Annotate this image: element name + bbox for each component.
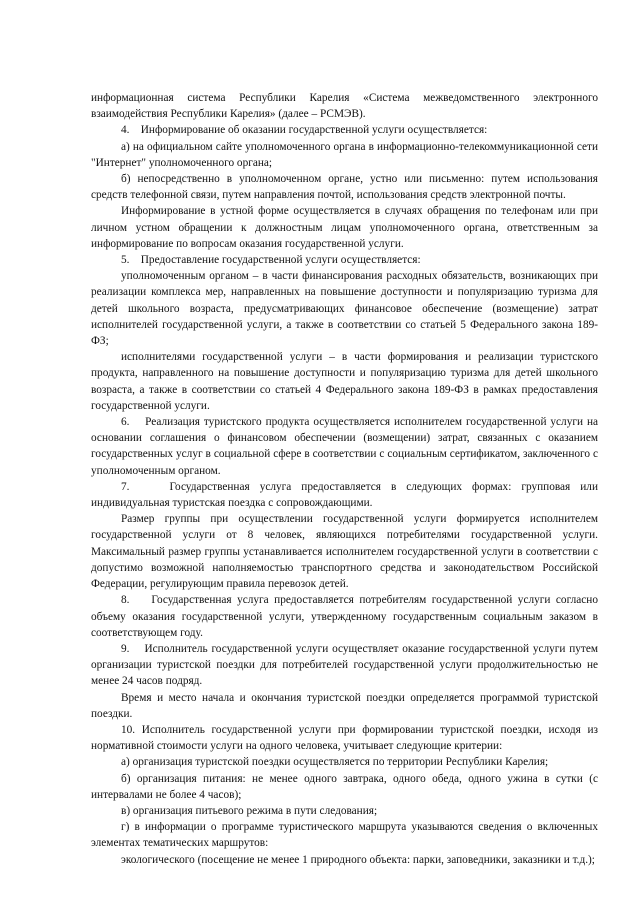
paragraph-group-size: Размер группы при осуществлении государственной услуги формируется исполнителем государственной услуги от 8 человек, являющихся потребителями государственной услуги. Максимальный размер группы устанавливается исполнителем государственной услуги в соответствии с допустимо возможной наполняемостью транспортного средства и законодательством Российской Федерации, регулирующим правила перевозок детей.	[91, 513, 598, 591]
paragraph-authorized-body: уполномоченным органом – в части финансирования расходных обязательств, возникающих при реализации комплекса мер, направленных на повышение доступности и популяризацию туризма для детей школьного возраста, предусматривающих финансовое обеспечение (возмещение) затрат исполнителей государственной услуги, а также в соответствии со статьей 5 Федерального закона 189-ФЗ;	[91, 270, 598, 348]
paragraph-item-9: 9. Исполнитель государственной услуги осуществляет оказание государственной услуги путем организации туристской поездки для потребителей государственной услуги продолжительностью не менее 24 часов подряд.	[91, 642, 598, 688]
paragraph-criterion-b: б) организация питания: не менее одного завтрака, одного обеда, одного ужина в сутки (с интервалами не более 4 часов);	[91, 772, 598, 801]
paragraph-item-8: 8. Государственная услуга предоставляется потребителям государственной услуги согласно объему оказания государственной услуги, утвержденному государственным социальным заказом в соответствующем году.	[91, 594, 598, 639]
paragraph-trip-time: Время и место начала и окончания туристской поездки определяется программой туристской поездки.	[91, 691, 598, 720]
paragraph-item-5: 5. Предоставление государственной услуги осуществляется:	[121, 254, 421, 267]
paragraph-rsmev: информационная система Республики Карелия «Система межведомственного электронного взаимодействия Республики Карелия» (далее – РСМЭВ).	[91, 92, 598, 121]
paragraph-item-7: 7. Государственная услуга предоставляется в следующих формах: групповая или индивидуальная туристская поездка с сопровождающими.	[91, 480, 598, 510]
paragraph-criterion-g: г) в информации о программе туристического маршрута указываются сведения о включенных элементах тематических маршрутов:	[91, 821, 598, 850]
paragraph-item-6: 6. Реализация туристского продукта осуществляется исполнителем государственной услуги на основании соглашения о финансовом обеспечении (возмещении) затрат, связанных с оказанием государственных услуг в социальной сфере в соответствии с социальным сертификатом, заключенного с уполномоченным органом.	[91, 416, 598, 477]
paragraph-oral-info: Информирование в устной форме осуществляется в случаях обращения по телефонам или при личном устном обращении к должностным лицам уполномоченного органа, ответственным за информирование по вопросам оказания государственной услуги.	[91, 205, 598, 250]
paragraph-criterion-v: в) организация питьевого режима в пути следования;	[121, 804, 378, 817]
paragraph-item-4a: а) на официальном сайте уполномоченного органа в информационно-телекоммуникационной сети "Интернет" уполномоченного органа;	[91, 140, 598, 169]
paragraph-item-10: 10. Исполнитель государственной услуги при формировании туристской поездки, исходя из нормативной стоимости услуги на одного человека, учитывает следующие критерии:	[91, 723, 598, 753]
document-body	[91, 90, 598, 868]
paragraph-criterion-a: а) организация туристской поездки осуществляется по территории Республики Карелия;	[121, 756, 549, 769]
paragraph-executors: исполнителями государственной услуги – в части формирования и реализации туристского продукта, направленного на повышение доступности и популяризацию туризма для детей школьного возраста, а также в соответствии со статьей 4 Федерального закона 189-ФЗ в рамках предоставления государственной услуги.	[91, 351, 598, 412]
paragraph-item-4b: б) непосредственно в уполномоченном органе, устно или письменно: путем использования средств телефонной связи, путем направления почтой, использования средств электронной почты.	[91, 173, 598, 202]
paragraph-ecological: экологического (посещение не менее 1 природного объекта: парки, заповедники, заказники и т.д.);	[121, 853, 595, 866]
paragraph-item-4: 4. Информирование об оказании государственной услуги осуществляется:	[121, 124, 488, 137]
